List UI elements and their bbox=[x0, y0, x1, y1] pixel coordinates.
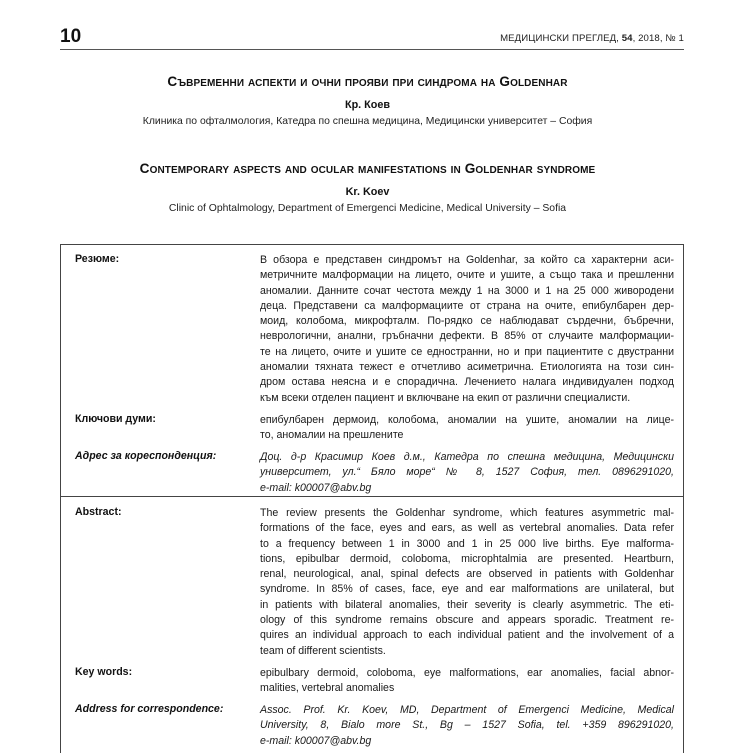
keywords-bg-row bbox=[61, 413, 683, 445]
keywords-en-label: Key words: bbox=[75, 666, 133, 678]
abstract-en-label: Abstract: bbox=[75, 506, 122, 518]
text-line: то, аномалии на прешлените bbox=[260, 429, 404, 442]
keywords-en-text bbox=[260, 666, 674, 697]
address-en-text bbox=[260, 703, 674, 749]
text-line: team of different scientists. bbox=[260, 644, 386, 657]
text-line: to a frequency between 1 in 3000 and 1 in 25 000 live births. Eye malforma- bbox=[260, 537, 674, 550]
text-line: деца. Представени са малформациите от страна на очите, епибулбарен дер- bbox=[260, 299, 674, 312]
text-line: epibulbary dermoid, coloboma, eye malformations, ear anomalies, facial abnor- bbox=[260, 667, 674, 679]
text-line: Доц. д-р Красимир Коев д.м., Катедра по спешна медицина, Медицински bbox=[260, 451, 674, 463]
text-line: Assoc. Prof. Kr. Koev, MD, Department of Emergenci Medicine, Medical bbox=[260, 704, 674, 716]
address-bg-label: Адрес за кореспонденция: bbox=[75, 450, 217, 462]
text-line: В обзора е представен синдромът на Goldenhar, за който са характерни аси- bbox=[260, 254, 674, 266]
text-line: те на лицето, очите и ушите се едностранни, но и при пациентите с двустранни bbox=[260, 345, 674, 358]
abstract-table bbox=[60, 244, 684, 753]
en-article-title: Contemporary aspects and ocular manifestations in Goldenhar syndrome bbox=[139, 161, 596, 176]
journal-issue: , 2018, № 1 bbox=[632, 33, 684, 44]
journal-citation bbox=[500, 33, 684, 44]
address-bg-text bbox=[260, 450, 674, 496]
summary-bg-row bbox=[61, 253, 683, 407]
abstract-en-text bbox=[260, 506, 674, 659]
text-line: University, 8, Bialo more St., Bg – 1527 Sofia, tel. +359 896291020, bbox=[260, 719, 674, 732]
text-line: formations of the face, eyes and ears, as well as vertebral anomalies. Data refer bbox=[260, 522, 674, 535]
text-line: дром остава неясна и е спорадична. Лечението налага индивидуален подход bbox=[260, 376, 674, 389]
text-line: e-mail: k00007@abv.bg bbox=[260, 734, 372, 747]
text-line: malities, vertebral anomalies bbox=[260, 682, 395, 695]
text-line: епибулбарен дермоид, колобома, аномалии на ушите, аномалии на лице- bbox=[260, 414, 674, 426]
text-line: syndrome. In 85% of cases, face, eye and ear malformations are unilateral, but bbox=[260, 583, 674, 596]
keywords-en-row bbox=[61, 666, 683, 698]
bg-author: Кр. Коев bbox=[344, 99, 390, 111]
text-line: към всеки отделен пациент и включване на екип от различни специалисти. bbox=[260, 391, 631, 404]
text-line: quires an individual approach to each individual patient and the involvement of a bbox=[260, 629, 674, 642]
text-line: in patients with bilateral anomalies, their severity is clearly asymmetric. The eti- bbox=[260, 598, 674, 611]
text-line: моид, колобома, микрофталм. По-рядко се наблюдават сърдечни, бъбречни, bbox=[260, 315, 674, 328]
en-author: Kr. Koev bbox=[345, 186, 390, 198]
abstract-en-row bbox=[61, 506, 683, 660]
address-en-label: Address for correspondence: bbox=[75, 703, 224, 715]
bg-article-title: Съвременни аспекти и очни прояви при синдрома на Goldenhar bbox=[167, 74, 568, 89]
address-bg-row bbox=[61, 450, 683, 497]
text-line: renal, neurological, anal, spinal defects are observed in patients with Goldenhar bbox=[260, 568, 674, 581]
text-line: аномалии. Данните сочат честота между 1 на 3000 и 1 на 25 000 живородени bbox=[260, 284, 674, 297]
en-affiliation: Clinic of Ophtalmology, Department of Emergenci Medicine, Medical University – Sofia bbox=[168, 203, 567, 214]
journal-name: МЕДИЦИНСКИ ПРЕГЛЕД, bbox=[500, 33, 622, 44]
text-line: университет, ул.“ Бяло море“ № 8, 1527 София, тел. 0896291020, bbox=[260, 466, 674, 479]
text-line: e-mail: k00007@abv.bg bbox=[260, 481, 372, 494]
page-number: 10 bbox=[60, 26, 82, 47]
bg-affiliation: Клиника по офталмология, Катедра по спешна медицина, Медицински университет – София bbox=[142, 116, 593, 127]
address-en-row bbox=[61, 703, 683, 753]
keywords-bg-text bbox=[260, 413, 674, 444]
journal-volume: 54 bbox=[621, 33, 633, 44]
running-header bbox=[60, 26, 684, 48]
text-line: tions, epibulbar dermoid, coloboma, microphtalmia are presented. Heartburn, bbox=[260, 552, 674, 565]
bg-title-block bbox=[0, 74, 735, 127]
summary-bg-text bbox=[260, 253, 674, 406]
text-line: метричните малформации на лицето, очите и ушите, а също така и прешленни bbox=[260, 269, 674, 282]
header-divider bbox=[60, 49, 684, 50]
summary-bg-label: Резюме: bbox=[75, 253, 120, 265]
text-line: аномалии тяхната тежест е отчетливо асиметрична. Етиологията на този син- bbox=[260, 361, 674, 374]
en-title-block bbox=[0, 161, 735, 214]
text-line: неврологични, анални, гръбначни дефекти. В 85% от случаите малформации- bbox=[260, 330, 674, 343]
keywords-bg-label: Ключови думи: bbox=[75, 413, 156, 425]
text-line: The review presents the Goldenhar syndrome, which features asymmetric mal- bbox=[260, 507, 674, 519]
text-line: ology of this syndrome remains obscure and appears sporadic. Treatment re- bbox=[260, 614, 674, 627]
